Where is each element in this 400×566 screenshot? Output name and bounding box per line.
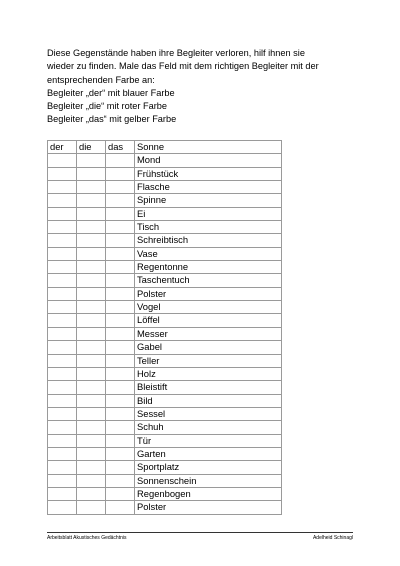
table-row bbox=[48, 394, 282, 407]
word-cell: Messer bbox=[135, 327, 282, 340]
instruction-line: wieder zu finden. Male das Feld mit dem richtigen Begleiter mit der bbox=[47, 61, 319, 72]
cell-das[interactable] bbox=[106, 194, 135, 207]
cell-die[interactable] bbox=[77, 301, 106, 314]
cell-das[interactable] bbox=[106, 221, 135, 234]
cell-das[interactable] bbox=[106, 474, 135, 487]
cell-die[interactable] bbox=[77, 487, 106, 500]
table-row bbox=[48, 341, 282, 354]
cell-die[interactable] bbox=[77, 247, 106, 260]
cell-der[interactable] bbox=[48, 434, 77, 447]
word-cell: Regentonne bbox=[135, 261, 282, 274]
cell-die[interactable] bbox=[77, 154, 106, 167]
table-row bbox=[48, 154, 282, 167]
table-row bbox=[48, 261, 282, 274]
cell-das[interactable] bbox=[106, 501, 135, 514]
instruction-der: Begleiter „der“ mit blauer Farbe bbox=[47, 87, 175, 98]
cell-die[interactable] bbox=[77, 207, 106, 220]
cell-die[interactable] bbox=[77, 287, 106, 300]
cell-die[interactable] bbox=[77, 274, 106, 287]
word-cell: Polster bbox=[135, 287, 282, 300]
cell-das[interactable] bbox=[106, 207, 135, 220]
table-row bbox=[48, 167, 282, 180]
cell-das[interactable] bbox=[106, 234, 135, 247]
header-die: die bbox=[77, 141, 106, 154]
word-cell: Ei bbox=[135, 207, 282, 220]
header-word: Sonne bbox=[135, 141, 282, 154]
cell-die[interactable] bbox=[77, 474, 106, 487]
instruction-line: entsprechenden Farbe an: bbox=[47, 74, 155, 85]
cell-der[interactable] bbox=[48, 327, 77, 340]
table-header-row bbox=[48, 141, 282, 154]
cell-das[interactable] bbox=[106, 261, 135, 274]
cell-die[interactable] bbox=[77, 181, 106, 194]
cell-der[interactable] bbox=[48, 207, 77, 220]
cell-der[interactable] bbox=[48, 314, 77, 327]
cell-die[interactable] bbox=[77, 367, 106, 380]
table-row bbox=[48, 461, 282, 474]
table-row bbox=[48, 181, 282, 194]
cell-das[interactable] bbox=[106, 154, 135, 167]
cell-die[interactable] bbox=[77, 167, 106, 180]
cell-das[interactable] bbox=[106, 341, 135, 354]
word-cell: Bild bbox=[135, 394, 282, 407]
word-cell: Tisch bbox=[135, 221, 282, 234]
table-row bbox=[48, 367, 282, 380]
cell-die[interactable] bbox=[77, 314, 106, 327]
word-cell: Sportplatz bbox=[135, 461, 282, 474]
word-cell: Schuh bbox=[135, 421, 282, 434]
table-row bbox=[48, 221, 282, 234]
cell-das[interactable] bbox=[106, 287, 135, 300]
cell-der[interactable] bbox=[48, 287, 77, 300]
table-row bbox=[48, 207, 282, 220]
table-row bbox=[48, 274, 282, 287]
table-row bbox=[48, 501, 282, 514]
table-row bbox=[48, 354, 282, 367]
word-cell: Spinne bbox=[135, 194, 282, 207]
footer-right: Adelheid Schinagl bbox=[312, 535, 353, 541]
cell-der[interactable] bbox=[48, 367, 77, 380]
word-cell: Vase bbox=[135, 247, 282, 260]
word-cell: Gabel bbox=[135, 341, 282, 354]
word-cell: Mond bbox=[135, 154, 282, 167]
cell-der[interactable] bbox=[48, 194, 77, 207]
cell-der[interactable] bbox=[48, 394, 77, 407]
word-cell: Holz bbox=[135, 367, 282, 380]
cell-das[interactable] bbox=[106, 181, 135, 194]
word-cell: Frühstück bbox=[135, 167, 282, 180]
table-row bbox=[48, 194, 282, 207]
word-cell: Bleistift bbox=[135, 381, 282, 394]
cell-der[interactable] bbox=[48, 301, 77, 314]
cell-die[interactable] bbox=[77, 327, 106, 340]
cell-die[interactable] bbox=[77, 381, 106, 394]
table-row bbox=[48, 487, 282, 500]
cell-die[interactable] bbox=[77, 421, 106, 434]
cell-der[interactable] bbox=[48, 487, 77, 500]
header-der: der bbox=[48, 141, 77, 154]
cell-das[interactable] bbox=[106, 327, 135, 340]
cell-der[interactable] bbox=[48, 407, 77, 420]
cell-das[interactable] bbox=[106, 354, 135, 367]
table-row bbox=[48, 407, 282, 420]
word-cell: Teller bbox=[135, 354, 282, 367]
cell-die[interactable] bbox=[77, 447, 106, 460]
cell-der[interactable] bbox=[48, 154, 77, 167]
cell-das[interactable] bbox=[106, 421, 135, 434]
cell-die[interactable] bbox=[77, 234, 106, 247]
word-cell: Löffel bbox=[135, 314, 282, 327]
word-cell: Sonnenschein bbox=[135, 474, 282, 487]
cell-der[interactable] bbox=[48, 221, 77, 234]
table-row bbox=[48, 287, 282, 300]
cell-der[interactable] bbox=[48, 234, 77, 247]
word-cell: Garten bbox=[135, 447, 282, 460]
instruction-das: Begleiter „das“ mit gelber Farbe bbox=[47, 114, 177, 125]
word-cell: Tür bbox=[135, 434, 282, 447]
cell-der[interactable] bbox=[48, 501, 77, 514]
cell-die[interactable] bbox=[77, 407, 106, 420]
cell-der[interactable] bbox=[48, 447, 77, 460]
cell-das[interactable] bbox=[106, 461, 135, 474]
table-row bbox=[48, 381, 282, 394]
cell-die[interactable] bbox=[77, 501, 106, 514]
cell-die[interactable] bbox=[77, 354, 106, 367]
table-row bbox=[48, 421, 282, 434]
word-cell: Vogel bbox=[135, 301, 282, 314]
instructions bbox=[47, 47, 357, 127]
word-cell: Regenbogen bbox=[135, 487, 282, 500]
cell-der[interactable] bbox=[48, 421, 77, 434]
word-cell: Sessel bbox=[135, 407, 282, 420]
cell-der[interactable] bbox=[48, 247, 77, 260]
cell-der[interactable] bbox=[48, 167, 77, 180]
header-das: das bbox=[106, 141, 135, 154]
cell-der[interactable] bbox=[48, 381, 77, 394]
instruction-line: Diese Gegenstände haben ihre Begleiter verloren, hilf ihnen sie bbox=[47, 48, 305, 58]
cell-die[interactable] bbox=[77, 221, 106, 234]
cell-der[interactable] bbox=[48, 274, 77, 287]
cell-das[interactable] bbox=[106, 167, 135, 180]
cell-der[interactable] bbox=[48, 181, 77, 194]
cell-das[interactable] bbox=[106, 394, 135, 407]
word-cell: Schreibtisch bbox=[135, 234, 282, 247]
cell-die[interactable] bbox=[77, 434, 106, 447]
table-row bbox=[48, 314, 282, 327]
page-footer bbox=[47, 532, 353, 541]
table-row bbox=[48, 327, 282, 340]
table-row bbox=[48, 434, 282, 447]
cell-die[interactable] bbox=[77, 261, 106, 274]
cell-das[interactable] bbox=[106, 407, 135, 420]
table-row bbox=[48, 301, 282, 314]
cell-die[interactable] bbox=[77, 341, 106, 354]
cell-das[interactable] bbox=[106, 434, 135, 447]
table-row bbox=[48, 247, 282, 260]
cell-das[interactable] bbox=[106, 314, 135, 327]
cell-die[interactable] bbox=[77, 461, 106, 474]
word-cell: Flasche bbox=[135, 181, 282, 194]
cell-der[interactable] bbox=[48, 261, 77, 274]
cell-das[interactable] bbox=[106, 247, 135, 260]
cell-der[interactable] bbox=[48, 461, 77, 474]
table-row bbox=[48, 474, 282, 487]
cell-das[interactable] bbox=[106, 447, 135, 460]
word-cell: Taschentuch bbox=[135, 274, 282, 287]
cell-das[interactable] bbox=[106, 381, 135, 394]
cell-das[interactable] bbox=[106, 274, 135, 287]
cell-der[interactable] bbox=[48, 341, 77, 354]
cell-das[interactable] bbox=[106, 487, 135, 500]
cell-der[interactable] bbox=[48, 474, 77, 487]
cell-der[interactable] bbox=[48, 354, 77, 367]
cell-das[interactable] bbox=[106, 301, 135, 314]
cell-das[interactable] bbox=[106, 367, 135, 380]
table-row bbox=[48, 234, 282, 247]
table-row bbox=[48, 447, 282, 460]
cell-die[interactable] bbox=[77, 194, 106, 207]
word-cell: Polster bbox=[135, 501, 282, 514]
cell-die[interactable] bbox=[77, 394, 106, 407]
instruction-die: Begleiter „die“ mit roter Farbe bbox=[47, 101, 167, 112]
article-table bbox=[47, 140, 282, 515]
footer-left: Arbeitsblatt Akustisches Gedächtnis bbox=[47, 535, 127, 541]
